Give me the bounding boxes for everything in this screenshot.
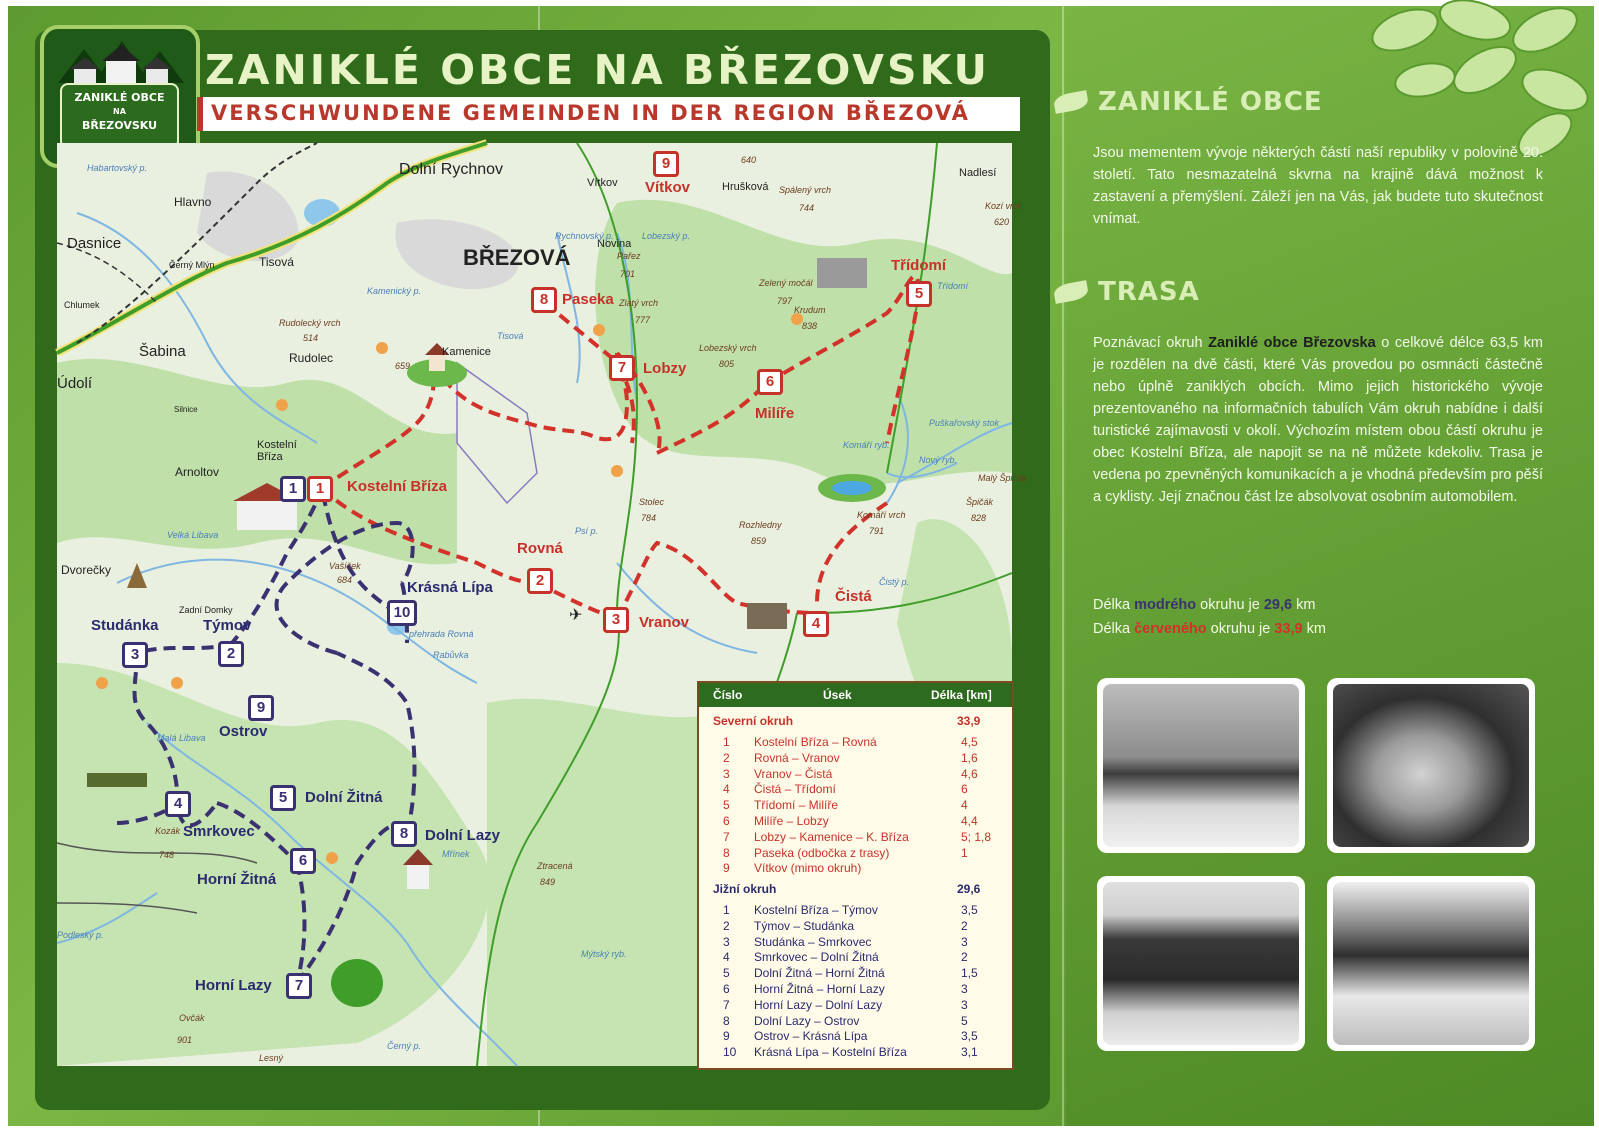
blue-stop-10-marker[interactable]: 10 — [387, 600, 417, 626]
river-label: Lobezský p. — [642, 231, 691, 241]
red-len-word: červeného — [1134, 621, 1207, 637]
table-header — [699, 683, 1012, 707]
row-segment: Kostelní Bříza – Týmov — [754, 903, 878, 917]
table-header-cislo: Číslo — [713, 688, 743, 702]
row-length: 1,5 — [961, 966, 978, 981]
row-segment: Krásná Lípa – Kostelní Bříza — [754, 1045, 907, 1060]
photo-old-house — [1327, 876, 1535, 1051]
row-segment: Rovná – Vranov — [754, 750, 840, 765]
map-label-zlaty-vrch: Zlatý vrch — [619, 298, 659, 308]
red-len-pre: Délka — [1093, 621, 1135, 637]
blue-len-pre: Délka — [1093, 597, 1135, 613]
blue-stop-2-name: Týmov — [203, 617, 252, 634]
row-number: 6 — [723, 814, 730, 828]
elevation-label: 640 — [741, 155, 757, 165]
elevation-label: 514 — [303, 333, 319, 343]
map-label-novina: Novina — [597, 238, 632, 250]
red-stop-9-name: Vítkov — [645, 179, 691, 196]
leaves-decoration — [1365, 0, 1595, 150]
logo-badge — [60, 83, 179, 149]
heading-trasa-text: TRASA — [1098, 277, 1200, 307]
table-row — [699, 965, 1012, 981]
map-label-sabina: Šabina — [139, 343, 186, 360]
photo-image — [1103, 882, 1299, 1045]
river-label: Podleský p. — [57, 930, 104, 940]
blue-len-value: 29,6 — [1263, 597, 1293, 613]
row-segment: Lobzy – Kamenice – K. Bříza — [754, 829, 909, 844]
row-number: 7 — [723, 997, 730, 1012]
elevation-label: 784 — [641, 513, 657, 523]
red-len-unit: km — [1302, 621, 1326, 637]
map-label-mytsky-ryb: Mýtský ryb. — [581, 949, 627, 959]
map-label-ovcak: Ovčák — [179, 1013, 205, 1023]
table-row — [699, 934, 1012, 950]
photo-farmhouse — [1097, 678, 1305, 853]
table-row — [699, 1028, 1012, 1044]
row-segment: Dolní Žitná – Horní Žitná — [754, 966, 885, 981]
heading-zanikle-obce — [1098, 87, 1323, 117]
table-row — [699, 1013, 1012, 1029]
blue-stop-3-name: Studánka — [91, 617, 159, 634]
blue-stop-4-name: Smrkovec — [183, 823, 255, 840]
map-label-dolni-rychnov: Dolní Rychnov — [399, 161, 504, 178]
row-segment: Ostrov – Krásná Lípa — [754, 1029, 868, 1044]
map-label-arnoltov: Arnoltov — [175, 465, 220, 479]
elevation-label: 901 — [177, 1035, 193, 1045]
row-length: 1 — [961, 845, 968, 860]
map-label-udoli: Údolí — [57, 375, 93, 392]
map-label-kamenice: Kamenice — [442, 346, 491, 358]
river-label: Mřínek — [442, 849, 470, 859]
red-stop-5-marker[interactable]: 5 — [906, 281, 932, 307]
blue-len-word: modrého — [1134, 597, 1197, 613]
south-total: 29,6 — [957, 882, 981, 896]
row-number: 8 — [723, 1013, 730, 1028]
row-segment: Kostelní Bříza – Rovná — [754, 735, 877, 749]
map-label-stolec: Stolec — [639, 497, 665, 507]
row-length: 5 — [961, 1013, 968, 1028]
row-segment: Vítkov (mimo okruh) — [754, 861, 862, 876]
page-subtitle: VERSCHWUNDENE GEMEINDEN IN DER REGION BŘEZOVÁ — [211, 101, 970, 125]
blue-stop-5-name: Dolní Žitná — [305, 789, 383, 806]
elevation-label: 828 — [971, 513, 987, 523]
row-number: 3 — [723, 934, 730, 949]
red-stop-3-name: Vranov — [639, 614, 690, 631]
elevation-label: 659 — [395, 361, 411, 371]
south-title: Jižní okruh — [713, 882, 777, 896]
red-stop-1-marker[interactable]: 1 — [307, 476, 333, 502]
map-label-kozi-vrch: Kozí vrch — [985, 201, 1023, 211]
blue-stop-10-name: Krásná Lípa — [407, 579, 493, 596]
table-row — [699, 918, 1012, 934]
red-stop-2-marker[interactable]: 2 — [527, 568, 553, 594]
row-length: 2 — [961, 918, 968, 933]
row-number: 7 — [723, 829, 730, 844]
row-number: 1 — [723, 903, 730, 917]
river-label: Kamenický p. — [367, 286, 422, 296]
table-header-delka: Délka [km] — [931, 688, 992, 702]
row-number: 5 — [723, 798, 730, 813]
row-segment: Milíře – Lobzy — [754, 814, 829, 828]
red-stop-9-marker[interactable]: 9 — [653, 151, 679, 177]
map-label-hlavno: Hlavno — [174, 195, 212, 209]
table-row — [699, 1044, 1012, 1060]
row-length: 3,5 — [961, 903, 978, 917]
row-length: 4,4 — [961, 814, 978, 828]
blue-stop-6-name: Horní Žitná — [197, 871, 277, 888]
map-label-brezova: BŘEZOVÁ — [463, 245, 571, 270]
table-header-usek: Úsek — [823, 688, 852, 702]
intro-paragraph: Jsou mementem vývoje některých částí naší republiky v polovině 20. století. Tato nesmazatelná skvrna na krajině dává možnost k zastavení a přemýšlení. Záleží jen na Vás, jak budete tuto skutečnost vnímat. — [1093, 145, 1543, 227]
red-stop-5-name: Třídomí — [891, 257, 946, 274]
trasa-text-bold: Zaniklé obce Březovska — [1208, 335, 1376, 351]
table-row — [699, 750, 1012, 766]
river-label: Rabůvka — [433, 650, 469, 660]
row-length: 3 — [961, 997, 968, 1012]
row-number: 2 — [723, 750, 730, 765]
trasa-text-c: o celkové délce 63,5 km je rozdělen na dvě části, které Vás provedou po osmnácti částečně nebo úplně zaniklých obcích. Mimo jejich historického vývoje prezentovaného na informačních tabulích Vám okruh nabídne i další turistické zajímavosti v okolí. Výchozím místem obou částí okruhu je obec Kostelní Bříza, ale napojit se na ně můžete kdekoliv. Trasa je vedena po zpevněných komunikacích a je vhodná především pro pěší a cyklisty. Její značnou část lze absolvovat osobním automobilem. — [1093, 335, 1543, 505]
row-segment: Vranov – Čistá — [754, 766, 833, 781]
map-label-kostelni-briza: Kostelní Bříza — [257, 439, 297, 463]
row-length: 6 — [961, 782, 968, 797]
map-label-zadni-domky: Zadní Domky — [179, 605, 233, 615]
map-label-chlumek: Chlumek — [64, 300, 100, 310]
row-number: 2 — [723, 918, 730, 933]
row-number: 9 — [723, 861, 730, 876]
red-stop-6-name: Milíře — [755, 405, 795, 422]
river-label: Malá Libava — [157, 733, 206, 743]
red-stop-1-name: Kostelní Bříza — [347, 478, 448, 495]
blue-stop-7-name: Horní Lazy — [195, 977, 272, 994]
blue-stop-6-marker[interactable]: 6 — [290, 848, 316, 874]
blue-route-length — [1093, 594, 1543, 616]
map-label-vasicek: Vašíček — [329, 561, 361, 571]
row-length: 1,6 — [961, 750, 978, 765]
map-label-tisova: Tisová — [259, 255, 294, 269]
table-row — [699, 829, 1012, 845]
red-stop-8-name: Paseka — [562, 291, 614, 308]
elevation-label: 805 — [719, 359, 735, 369]
map-label-komari-ryb: Komáří ryb. — [843, 440, 890, 450]
river-label: Habartovský p. — [87, 163, 148, 173]
table-row — [699, 734, 1012, 750]
map-label-kozak: Kozák — [155, 826, 181, 836]
row-number: 9 — [723, 1029, 730, 1044]
row-segment: Paseka (odbočka z trasy) — [754, 845, 890, 860]
north-title: Severní okruh — [713, 714, 794, 728]
red-stop-7-name: Lobzy — [643, 360, 687, 377]
map-label-lesny: Lesný — [259, 1053, 284, 1063]
table-row — [699, 949, 1012, 965]
row-length: 4 — [961, 798, 968, 813]
logo-line-2: NA — [113, 107, 126, 116]
map-label-spicak: Špičák — [966, 497, 994, 507]
photo-image — [1333, 684, 1529, 847]
photo-image — [1333, 882, 1529, 1045]
map-label-dvorecky: Dvorečky — [61, 563, 112, 577]
blue-len-mid: okruhu je — [1196, 597, 1264, 613]
table-row — [699, 902, 1012, 918]
row-length: 4,5 — [961, 735, 978, 749]
page-title: ZANIKLÉ OBCE NA BŘEZOVSKU — [205, 46, 990, 94]
row-segment: Studánka – Smrkovec — [754, 934, 872, 949]
row-length: 3 — [961, 982, 968, 996]
map-label-nadlesi: Nadlesí — [959, 167, 997, 179]
map-label-rozhledny: Rozhledny — [739, 520, 782, 530]
row-number: 10 — [723, 1045, 737, 1060]
elevation-label: 797 — [777, 296, 793, 306]
row-number: 5 — [723, 966, 730, 981]
elevation-label: 748 — [159, 850, 175, 860]
route-table — [697, 681, 1014, 1070]
blue-stop-7-marker[interactable]: 7 — [286, 973, 312, 999]
blue-stop-8-marker[interactable]: 8 — [391, 821, 417, 847]
row-length: 3,1 — [961, 1045, 978, 1060]
red-stop-2-name: Rovná — [517, 540, 563, 557]
map-label-cerny-mlyn: Černý Mlýn — [169, 260, 215, 270]
red-stop-4-marker[interactable]: 4 — [803, 611, 829, 637]
heading-trasa — [1098, 277, 1200, 307]
elevation-label: 744 — [799, 203, 815, 213]
blue-stop-5-marker[interactable]: 5 — [270, 785, 296, 811]
blue-stop-1-marker[interactable]: 1 — [280, 476, 306, 502]
row-segment: Týmov – Studánka — [754, 918, 855, 933]
row-segment: Smrkovec – Dolní Žitná — [754, 950, 879, 965]
row-length: 5; 1,8 — [961, 829, 992, 844]
fold-line — [1062, 6, 1064, 1126]
elevation-label: 838 — [802, 321, 818, 331]
table-section-south — [699, 880, 1012, 898]
logo-houses-icon — [44, 31, 196, 91]
map-label-hruskova: Hrušková — [722, 181, 769, 193]
elevation-label: 791 — [869, 526, 885, 536]
table-row — [699, 997, 1012, 1013]
river-label: Tisová — [497, 331, 524, 341]
map-label-rudolecky-vrch: Rudolecký vrch — [279, 318, 341, 328]
table-section-north — [699, 712, 1012, 730]
map-label-vitkov: Vítkov — [587, 177, 618, 189]
river-label: Puškařovský stok — [929, 418, 1000, 428]
trasa-text-a: Poznávací okruh — [1093, 335, 1209, 351]
elevation-label: 849 — [540, 877, 556, 887]
blue-len-unit: km — [1292, 597, 1316, 613]
river-label: přehrada Rovná — [409, 629, 474, 639]
blue-stop-4-marker[interactable]: 4 — [165, 791, 191, 817]
table-row — [699, 860, 1012, 876]
map-label-novy-ryb: Nový ryb. — [919, 455, 958, 465]
map-label-parez: Pařez — [617, 251, 641, 261]
map-label-tridomi-small: Tŕídomí — [937, 281, 969, 291]
red-stop-6-marker[interactable]: 6 — [757, 369, 783, 395]
table-row — [699, 766, 1012, 782]
map-label-dasnice: Dasnice — [67, 235, 122, 252]
row-number: 3 — [723, 766, 730, 781]
red-stop-8-marker[interactable]: 8 — [531, 287, 557, 313]
row-segment: Třídomí – Milíře — [754, 798, 839, 813]
blue-stop-8-name: Dolní Lazy — [425, 827, 501, 844]
river-label: Černý p. — [387, 1041, 422, 1051]
blue-stop-3-marker[interactable]: 3 — [122, 642, 148, 668]
row-length: 2 — [961, 950, 968, 965]
row-length: 3,5 — [961, 1029, 978, 1044]
row-number: 1 — [723, 735, 730, 749]
river-label: Rychnovský p. — [555, 231, 614, 241]
map-label-cisty-p: Čistý p. — [879, 577, 910, 587]
map-label-rudolec: Rudolec — [289, 351, 334, 365]
table-row — [699, 845, 1012, 861]
north-total: 33,9 — [957, 714, 981, 728]
map-label-ztracena: Ztracená — [537, 861, 573, 871]
trasa-paragraph — [1093, 332, 1543, 508]
red-stop-4-name: Čistá — [835, 588, 872, 605]
blue-stop-9-name: Ostrov — [219, 723, 268, 740]
row-number: 6 — [723, 982, 730, 996]
elevation-label: 684 — [337, 575, 353, 585]
table-row — [699, 797, 1012, 813]
red-stop-3-marker[interactable]: 3 — [603, 607, 629, 633]
map-label-zeleny-mocal: Zelený močál — [759, 278, 813, 288]
table-row — [699, 781, 1012, 797]
red-len-mid: okruhu je — [1206, 621, 1275, 637]
row-number: 8 — [723, 845, 730, 860]
river-label: Velká Libava — [167, 530, 219, 540]
photo-monument — [1327, 678, 1535, 853]
river-label: Psí p. — [575, 526, 599, 536]
photo-image — [1103, 684, 1299, 847]
heading-zanikle-obce-text: ZANIKLÉ OBCE — [1098, 87, 1323, 117]
red-stop-7-marker[interactable]: 7 — [609, 355, 635, 381]
map-label-silnice: Silnice — [174, 405, 198, 414]
logo-line-3: BŘEZOVSKU — [81, 119, 158, 132]
table-row — [699, 813, 1012, 829]
blue-stop-2-marker[interactable]: 2 — [218, 641, 244, 667]
table-row — [699, 981, 1012, 997]
row-segment: Horní Žitná – Horní Lazy — [754, 982, 885, 996]
photo-valley — [1097, 876, 1305, 1051]
page-subtitle-bar — [197, 97, 1020, 131]
blue-stop-9-marker[interactable]: 9 — [248, 695, 274, 721]
elevation-label: 701 — [620, 269, 636, 279]
map-label-komari-vrch: Komáří vrch — [857, 510, 906, 520]
elevation-label: 777 — [635, 315, 651, 325]
row-length: 3 — [961, 934, 968, 949]
row-length: 4,6 — [961, 766, 978, 781]
row-number: 4 — [723, 782, 730, 797]
row-segment: Dolní Lazy – Ostrov — [754, 1013, 860, 1028]
row-segment: Horní Lazy – Dolní Lazy — [754, 997, 883, 1012]
elevation-label: 859 — [751, 536, 767, 546]
map-label-spaleny-vrch: Spálený vrch — [779, 185, 832, 195]
elevation-label: 620 — [994, 217, 1010, 227]
airfield-icon: ✈ — [569, 607, 583, 624]
red-len-value: 33,9 — [1274, 621, 1303, 637]
row-segment: Čistá – Třídomí — [754, 782, 836, 797]
logo-line-1: ZANIKLÉ OBCE — [74, 91, 165, 104]
map-label-lobezsky-vrch: Lobezský vrch — [699, 343, 757, 353]
map-label-krudum: Krudum — [794, 305, 826, 315]
row-number: 4 — [723, 950, 730, 965]
red-route-length — [1093, 618, 1543, 640]
map-label-maly-spicak: Malý Špičák — [978, 473, 1027, 483]
